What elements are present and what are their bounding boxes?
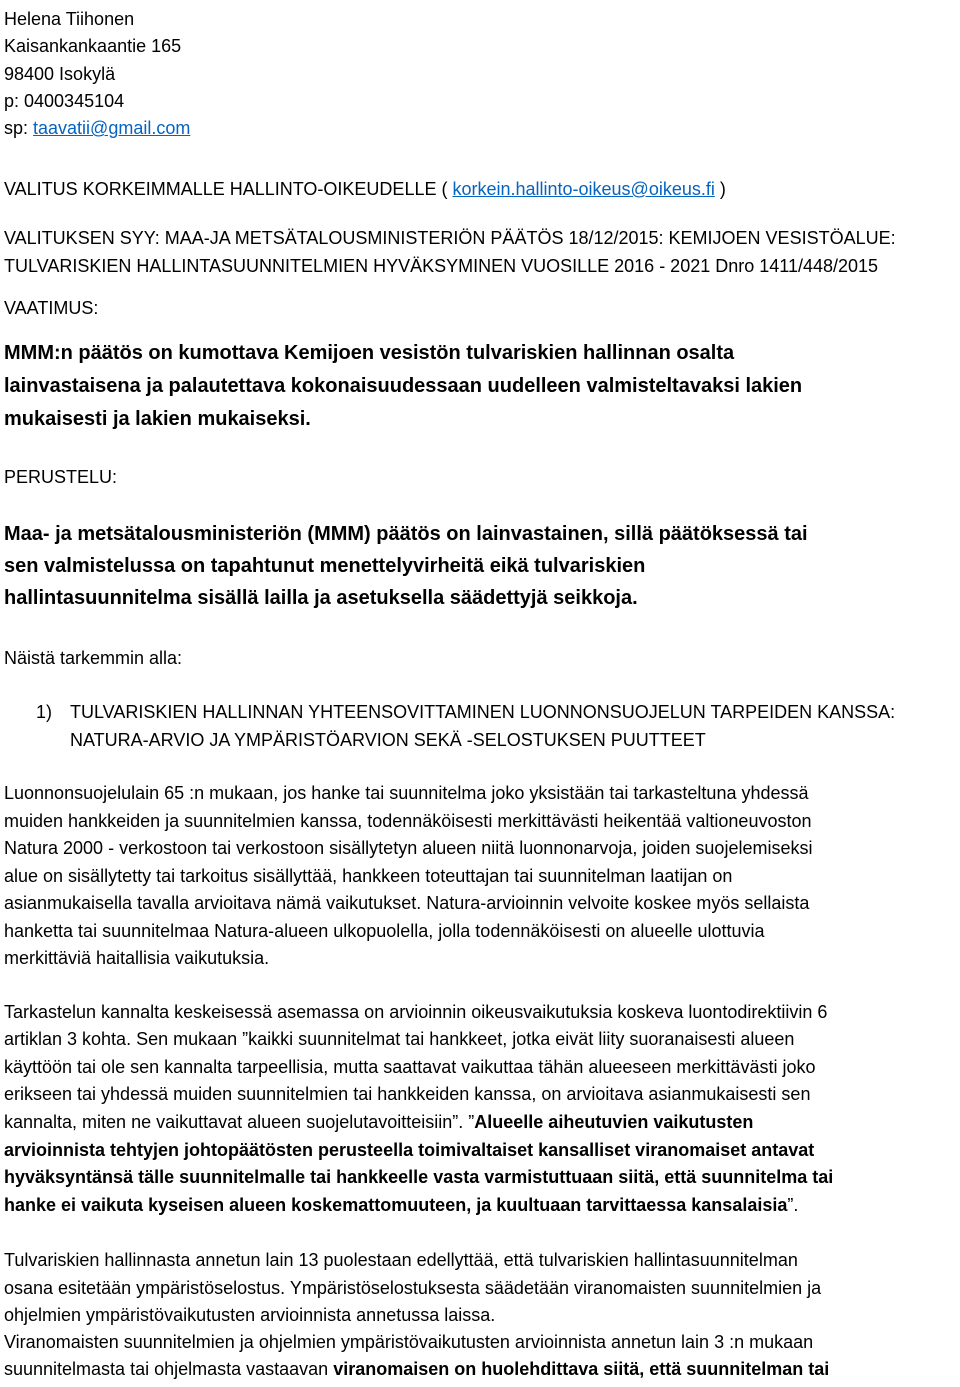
item-1-number: 1) — [36, 702, 53, 722]
paragraph-3-line-3: ohjelmien ympäristövaikutusten arvioinnista annetussa laissa. — [4, 1305, 496, 1325]
paragraph-3-line-4: Viranomaisten suunnitelmien ja ohjelmien ympäristövaikutusten arvioinnista annetun lain 3 :n mukaan — [4, 1332, 814, 1352]
paragraph-1-line-1: Luonnonsuojelulain 65 :n mukaan, jos hanke tai suunnitelma joko yksistään tai tarkasteltuna yhdessä — [4, 783, 809, 803]
sender-street: Kaisankankaantie 165 — [4, 36, 182, 57]
paragraph-1-line-2: muiden hankkeiden ja suunnitelmien kanssa, todennäköisesti merkittävästi heikentää valtioneuvoston — [4, 811, 812, 831]
item-1-title-line-2: NATURA-ARVIO JA YMPÄRISTÖARVION SEKÄ -SELOSTUKSEN PUUTTEET — [70, 730, 706, 750]
paragraph-3-line-1: Tulvariskien hallinnasta annetun lain 13 puolestaan edellyttää, että tulvariskien hallintasuunnitelman — [4, 1250, 798, 1270]
paragraph-2-line-5-bold: Alueelle aiheutuvien vaikutusten — [474, 1112, 754, 1132]
grounds-line-2: sen valmistelussa on tapahtunut menettelyvirheitä eikä tulvariskien — [4, 555, 646, 577]
paragraph-2-line-1: Tarkastelun kannalta keskeisessä asemassa on arvioinnin oikeusvaikutuksia koskeva luontodirektiivin 6 — [4, 1002, 828, 1022]
paragraph-1-line-6: hanketta tai suunnitelmaa Natura-alueen ulkopuolella, jolla todennäköisesti on alueelle ulottuvia — [4, 921, 765, 941]
appeal-reason-line-1: VALITUKSEN SYY: MAA-JA METSÄTALOUSMINISTERIÖN PÄÄTÖS 18/12/2015: KEMIJOEN VESISTÖALUE: — [4, 228, 896, 248]
paragraph-2-line-8-normal: ”. — [787, 1195, 799, 1215]
paragraph-2-line-3: käyttöön tai ole sen kannalta tarpeellisia, mutta saattavat vaikuttaa tähän alueeseen merkittävästi joko — [4, 1057, 816, 1077]
appeal-recipient — [4, 179, 726, 200]
paragraph-1-line-3: Natura 2000 - verkostoon tai verkostoon sisällytetyn alueen niitä luonnonarvoja, joiden suojelemiseksi — [4, 838, 813, 858]
paragraph-3-line-5-bold: viranomaisen on huolehdittava siitä, että suunnitelman tai — [333, 1359, 830, 1379]
demand-heading: VAATIMUS: — [4, 298, 99, 318]
paragraph-1-line-7: merkittäviä haitallisia vaikutuksia. — [4, 948, 270, 968]
paragraph-1-line-4: alue on sisällytetty tai tarkoitus sisällyttää, hankkeen toteuttajan tai suunnitelman laatijan on — [4, 866, 733, 886]
grounds-line-3: hallintasuunnitelma sisällä lailla ja asetuksella säädettyjä seikkoja. — [4, 587, 638, 609]
paragraph-2-line-6: arvioinnista tehtyjen johtopäätösten perusteella toimivaltaiset kansalliset viranomaiset antavat — [4, 1140, 815, 1160]
paragraph-2-line-5 — [4, 1112, 753, 1133]
sender-name: Helena Tiihonen — [4, 9, 135, 29]
paragraph-2-line-4: erikseen tai yhdessä muiden suunnitelmien tai hankkeiden kanssa, on arvioitava asianmukaisesti sen — [4, 1084, 811, 1104]
sender-email-link[interactable]: taavatii@gmail.com — [33, 118, 191, 139]
item-1-title-line-1: TULVARISKIEN HALLINNAN YHTEENSOVITTAMINEN LUONNONSUOJELUN TARPEIDEN KANSSA: — [70, 702, 896, 722]
demand-line-1: MMM:n päätös on kumottava Kemijoen vesistön tulvariskien hallinnan osalta — [4, 342, 735, 364]
paragraph-3-line-2: osana esitetään ympäristöselostus. Ympäristöselostuksesta säädetään viranomaisten suunnitelmien ja — [4, 1278, 822, 1298]
sender-email-line — [4, 115, 190, 142]
paragraph-2-line-5-normal: kannalta, miten ne vaikuttavat alueen suojelutavoitteisiin”. ” — [4, 1112, 475, 1132]
paragraph-2-line-7: hyväksyntänsä tälle suunnitelmalle tai hankkeelle vasta varmistuttuaan siitä, että suunnitelma tai — [4, 1167, 834, 1187]
paragraph-2-line-2: artiklan 3 kohta. Sen mukaan ”kaikki suunnitelmat tai hankkeet, jotka eivät liity suoranaisesti alueen — [4, 1029, 795, 1049]
paragraph-2-line-8-bold: hanke ei vaikuta kyseisen alueen koskemattomuuteen, ja kuultuaan tarvittaessa kansalaisia — [4, 1195, 788, 1215]
appeal-reason-line-2: TULVARISKIEN HALLINTASUUNNITELMIEN HYVÄKSYMINEN VUOSILLE 2016 - 2021 Dnro 1411/448/2015 — [4, 256, 879, 276]
recipient-suffix: ) — [714, 179, 726, 199]
paragraph-3-line-5 — [4, 1359, 829, 1380]
sender-address — [4, 6, 190, 142]
recipient-email-link[interactable]: korkein.hallinto-oikeus@oikeus.fi — [452, 179, 715, 199]
sender-email-prefix: sp: — [4, 118, 34, 139]
sender-city: 98400 Isokylä — [4, 63, 116, 84]
demand-line-2: lainvastaisena ja palautettava kokonaisuudessaan uudelleen valmisteltavaksi lakien — [4, 375, 803, 397]
paragraph-2-line-8 — [4, 1195, 798, 1216]
grounds-line-1: Maa- ja metsätalousministeriön (MMM) päätös on lainvastainen, sillä päätöksessä tai — [4, 523, 808, 545]
grounds-heading: PERUSTELU: — [4, 467, 118, 487]
sender-phone: p: 0400345104 — [4, 90, 125, 111]
recipient-prefix: VALITUS KORKEIMMALLE HALLINTO-OIKEUDELLE ( — [4, 179, 453, 199]
paragraph-3-line-5-normal: suunnitelmasta tai ohjelmasta vastaavan — [4, 1359, 334, 1379]
paragraph-1-line-5: asianmukaisella tavalla arvioitava nämä vaikutukset. Natura-arvioinnin velvoite koskee myös sellaista — [4, 893, 810, 913]
demand-line-3: mukaisesti ja lakien mukaiseksi. — [4, 408, 311, 430]
grounds-intro: Näistä tarkemmin alla: — [4, 648, 183, 668]
